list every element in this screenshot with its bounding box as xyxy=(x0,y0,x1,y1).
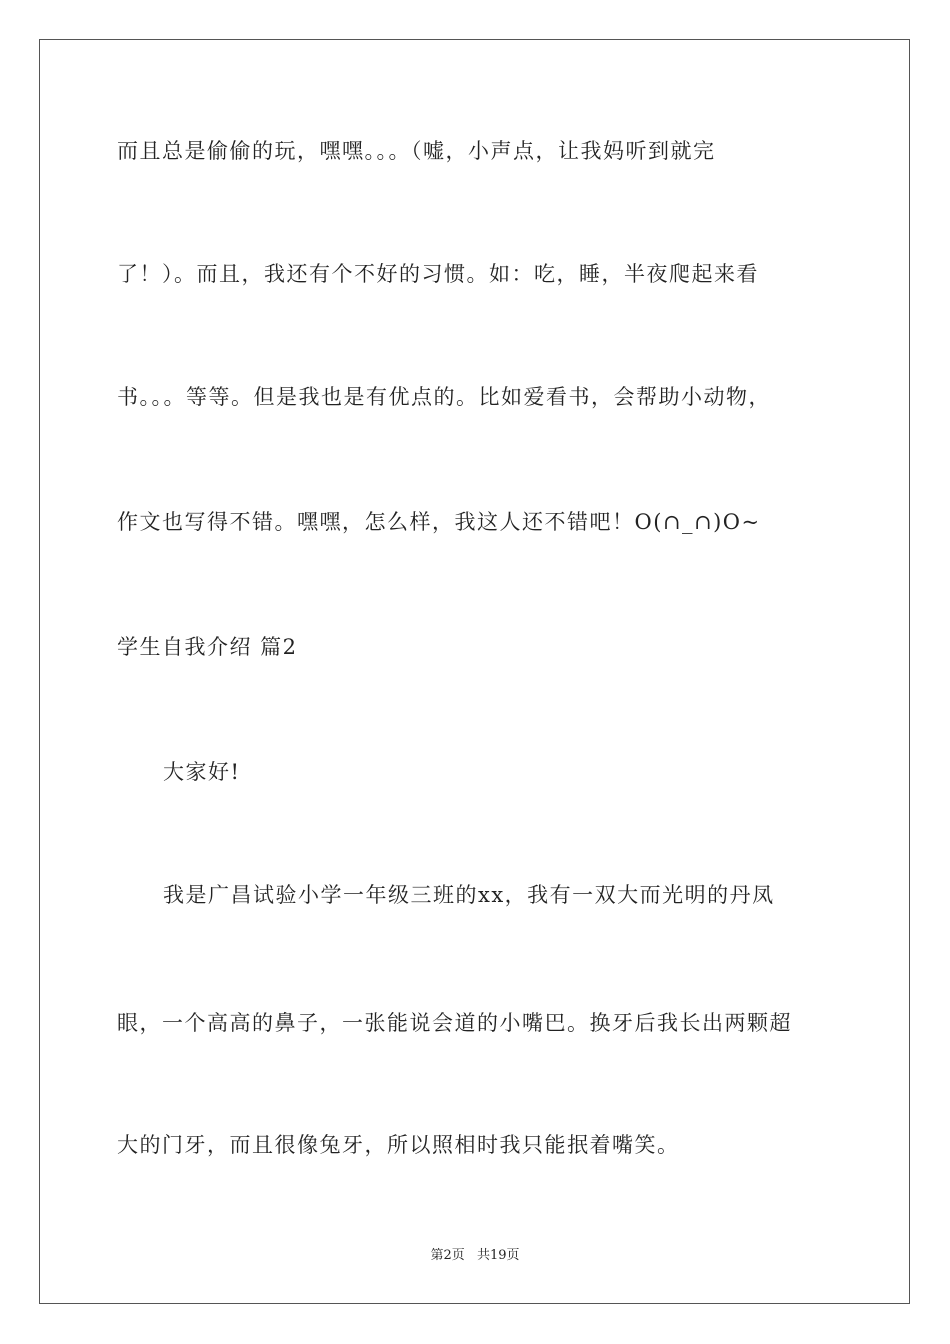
paragraph-line-2: 眼，一个高高的鼻子，一张能说会道的小嘴巴。换牙后我长出两颗超 xyxy=(117,1011,792,1035)
body-line-2: 了！）。而且，我还有个不好的习惯。如：吃，睡，半夜爬起来看 xyxy=(117,262,759,286)
body-line-3: 书。。。等等。但是我也是有优点的。比如爱看书，会帮助小动物， xyxy=(117,385,771,409)
page-total: 共19页 xyxy=(476,1248,520,1263)
body-line-4: 作文也写得不错。嘿嘿，怎么样，我这人还不错吧！O(∩_∩)O~ xyxy=(117,510,761,534)
page-number: 第2页 xyxy=(430,1248,465,1263)
page-border xyxy=(39,39,910,1304)
body-line-1: 而且总是偷偷的玩，嘿嘿。。。（嘘，小声点，让我妈听到就完 xyxy=(117,139,716,163)
paragraph-line-1: 我是广昌试验小学一年级三班的xx，我有一双大而光明的丹凤 xyxy=(163,883,775,907)
section-title: 学生自我介绍 篇2 xyxy=(117,635,298,659)
page-footer xyxy=(0,1247,950,1265)
greeting-line: 大家好! xyxy=(163,760,241,784)
paragraph-line-3: 大的门牙，而且很像兔牙，所以照相时我只能抿着嘴笑。 xyxy=(117,1133,680,1157)
